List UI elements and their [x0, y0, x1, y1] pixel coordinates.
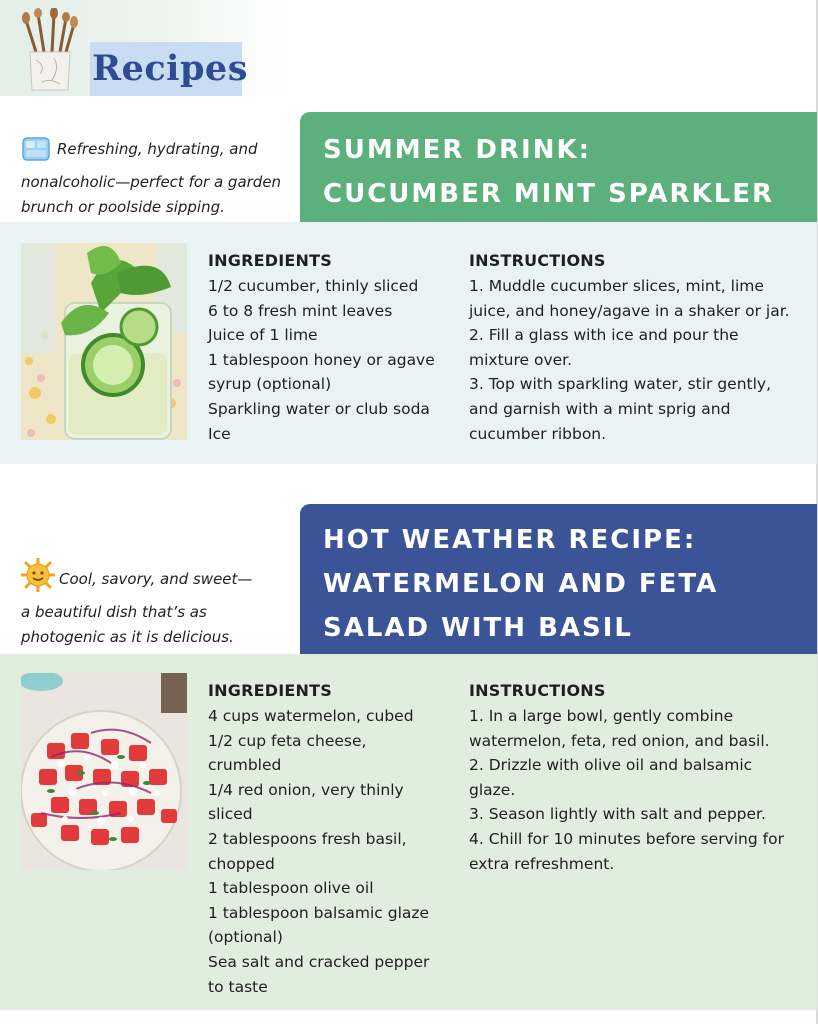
- instruction-line: extra refreshment.: [469, 854, 615, 873]
- sun-face-icon: [21, 558, 55, 600]
- ingredient-line: 1 tablespoon balsamic glaze: [208, 903, 430, 922]
- ingredient-line: chopped: [208, 854, 275, 873]
- ingredients-column: [208, 249, 453, 446]
- intro-line: Refreshing, hydrating, and: [57, 140, 258, 158]
- ingredient-line: 6 to 8 fresh mint leaves: [208, 301, 393, 320]
- instruction-line: and garnish with a mint sprig and: [469, 399, 731, 418]
- instruction-line: juice, and honey/agave in a shaker or jar.: [469, 301, 790, 320]
- ingredient-line: 2 tablespoons fresh basil,: [208, 829, 407, 848]
- ingredient-line: Ice: [208, 424, 231, 443]
- instructions-column: [469, 679, 809, 876]
- banner-line: SALAD WITH BASIL: [323, 613, 633, 643]
- banner-line: WATERMELON AND FETA: [323, 569, 719, 599]
- intro-line: a beautiful dish that’s as: [21, 603, 207, 621]
- ice-cube-icon: [21, 134, 53, 170]
- recipe-intro: [21, 134, 296, 220]
- ingredient-line: to taste: [208, 977, 268, 996]
- ingredient-line: (optional): [208, 928, 283, 947]
- page-title: Recipes: [92, 48, 248, 89]
- ingredient-line: 1/2 cucumber, thinly sliced: [208, 277, 419, 295]
- intro-line: photogenic as it is delicious.: [21, 628, 234, 646]
- instruction-line: watermelon, feta, red onion, and basil.: [469, 731, 770, 750]
- instruction-line: 3. Top with sparkling water, stir gently,: [469, 375, 772, 394]
- instructions-heading: INSTRUCTIONS: [469, 681, 606, 700]
- utensil-jar-icon: [20, 8, 80, 92]
- ingredient-line: 1 tablespoon olive oil: [208, 879, 374, 898]
- ingredient-line: Juice of 1 lime: [208, 326, 318, 345]
- ingredients-heading: INGREDIENTS: [208, 681, 332, 700]
- ingredient-line: crumbled: [208, 756, 282, 775]
- instruction-line: cucumber ribbon.: [469, 424, 607, 443]
- ingredients-heading: INGREDIENTS: [208, 251, 332, 270]
- instruction-line: glaze.: [469, 780, 516, 799]
- instructions-heading: INSTRUCTIONS: [469, 251, 606, 270]
- intro-line: brunch or poolside sipping.: [21, 198, 225, 216]
- ingredient-line: sliced: [208, 805, 253, 824]
- recipe-banner: [300, 112, 817, 222]
- instruction-line: 1. Muddle cucumber slices, mint, lime: [469, 277, 764, 295]
- instruction-line: 4. Chill for 10 minutes before serving for: [469, 829, 784, 848]
- ingredient-line: 1/2 cup feta cheese,: [208, 731, 367, 750]
- ingredient-line: 1/4 red onion, very thinly: [208, 780, 404, 799]
- instruction-line: 3. Season lightly with salt and pepper.: [469, 805, 766, 824]
- recipe-banner: [300, 504, 817, 654]
- instruction-line: 2. Drizzle with olive oil and balsamic: [469, 756, 753, 775]
- instruction-line: mixture over.: [469, 350, 573, 369]
- cucumber-mint-drink-photo: [21, 243, 187, 440]
- intro-line: Cool, savory, and sweet—: [59, 570, 253, 588]
- banner-line: HOT WEATHER RECIPE:: [323, 525, 697, 555]
- watermelon-feta-salad-photo: [21, 673, 187, 870]
- recipe-intro: [21, 558, 296, 650]
- instruction-line: 2. Fill a glass with ice and pour the: [469, 326, 739, 345]
- banner-line: SUMMER DRINK:: [323, 135, 591, 165]
- banner-line: CUCUMBER MINT SPARKLER: [323, 179, 775, 209]
- ingredient-line: Sea salt and cracked pepper: [208, 952, 430, 971]
- ingredient-line: syrup (optional): [208, 375, 332, 394]
- ingredient-line: Sparkling water or club soda: [208, 399, 430, 418]
- intro-line: nonalcoholic—perfect for a garden: [21, 173, 282, 191]
- instruction-line: 1. In a large bowl, gently combine: [469, 707, 734, 725]
- instructions-column: [469, 249, 809, 446]
- ingredient-line: 4 cups watermelon, cubed: [208, 707, 414, 725]
- ingredients-column: [208, 679, 453, 999]
- ingredient-line: 1 tablespoon honey or agave: [208, 350, 435, 369]
